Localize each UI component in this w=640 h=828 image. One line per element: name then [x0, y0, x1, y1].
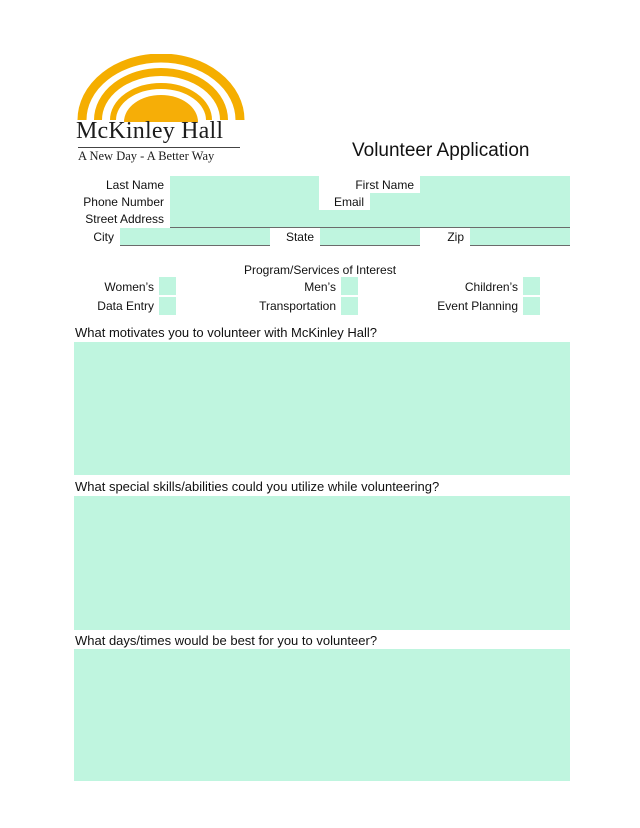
- answer-motivation-textarea[interactable]: [74, 342, 570, 475]
- email-field[interactable]: [370, 193, 570, 211]
- program-checkbox-mens[interactable]: [341, 277, 358, 295]
- last-name-field[interactable]: [170, 176, 319, 194]
- logo-name: McKinley Hall: [76, 118, 224, 144]
- program-checkbox-transportation[interactable]: [341, 297, 358, 315]
- logo-tagline: A New Day - A Better Way: [78, 149, 215, 163]
- state-label: State: [285, 230, 314, 244]
- street-address-field[interactable]: [170, 210, 570, 228]
- first-name-field[interactable]: [420, 176, 570, 194]
- zip-field[interactable]: [470, 228, 570, 246]
- program-checkbox-data-entry[interactable]: [159, 297, 176, 315]
- phone-number-field[interactable]: [170, 193, 319, 211]
- city-label: City: [93, 230, 114, 244]
- answer-skills-textarea[interactable]: [74, 496, 570, 630]
- program-checkbox-event-planning[interactable]: [523, 297, 540, 315]
- first-name-label: First Name: [355, 178, 414, 192]
- program-label-mens: Men’s: [304, 280, 336, 294]
- email-label: Email: [333, 195, 364, 209]
- zip-label: Zip: [447, 230, 464, 244]
- program-checkbox-womens[interactable]: [159, 277, 176, 295]
- answer-availability-textarea[interactable]: [74, 649, 570, 781]
- sunrise-logo-icon: [76, 54, 246, 126]
- question-skills: What special skills/abilities could you utilize while volunteering?: [75, 479, 440, 494]
- question-motivation: What motivates you to volunteer with McKinley Hall?: [75, 325, 378, 340]
- program-label-event-planning: Event Planning: [437, 299, 518, 313]
- program-label-childrens: Children’s: [464, 280, 518, 294]
- state-field[interactable]: [320, 228, 420, 246]
- logo-divider: [78, 147, 240, 148]
- program-checkbox-childrens[interactable]: [523, 277, 540, 295]
- phone-number-label: Phone Number: [83, 195, 164, 209]
- question-availability: What days/times would be best for you to volunteer?: [75, 633, 378, 648]
- program-label-womens: Women’s: [104, 280, 154, 294]
- programs-heading: Program/Services of Interest: [243, 263, 397, 277]
- program-label-data-entry: Data Entry: [97, 299, 154, 313]
- city-field[interactable]: [120, 228, 270, 246]
- logo: [76, 54, 246, 166]
- last-name-label: Last Name: [105, 178, 164, 192]
- street-address-label: Street Address: [85, 212, 164, 226]
- page-title: Volunteer Application: [352, 140, 530, 161]
- program-label-transportation: Transportation: [259, 299, 336, 313]
